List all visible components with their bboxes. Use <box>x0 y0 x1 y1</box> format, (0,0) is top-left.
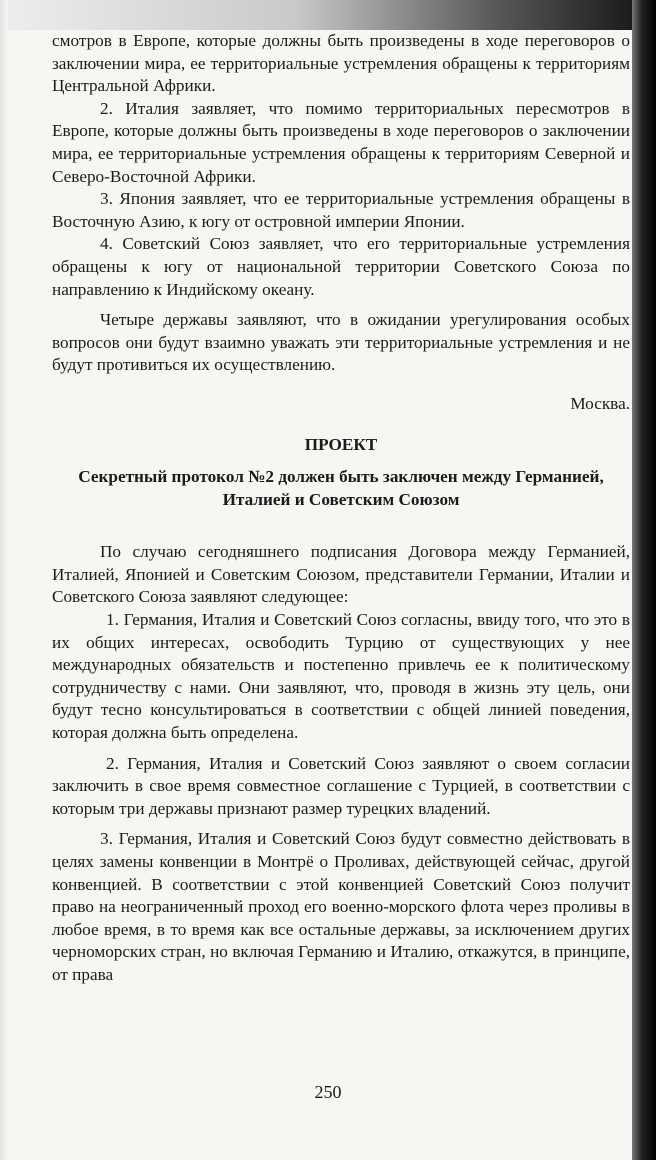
document-page <box>52 30 630 987</box>
protocol-item-2: 2. Германия, Италия и Советский Союз заявляют о своем согласии заключить в свое время совместное соглашение с Турцией, в соответствии с которым три державы признают размер турецких владений. <box>52 753 630 818</box>
protocol-item-1: 1. Германия, Италия и Советский Союз согласны, ввиду того, что это в их общих интересах, освободить Турцию от существующих у нее международных обязательств и постепенно привлечь ее к политическому сотрудничеству с нами. Они заявляют, что, проводя в жизнь эту цель, они будут тесно консультироваться в соответствии с общей линией поведения, которая должна быть определена. <box>52 610 630 743</box>
paragraph-4: 4. Советский Союз заявляет, что его территориальные устремления обращены к югу от национальной территории Советского Союза по направлению к Индийскому океану. <box>52 234 630 299</box>
scan-top-shadow <box>0 0 656 30</box>
scan-right-edge <box>632 0 656 1160</box>
section-heading: ПРОЕКТ <box>304 434 378 454</box>
protocol-title: Секретный протокол №2 должен быть заключен между Германией, Италией и Советским Союзом <box>78 467 604 509</box>
city-signature: Москва. <box>570 393 630 413</box>
paragraph-5: Четыре державы заявляют, что в ожидании урегулирования особых вопросов они будут взаимно уважать эти территориальные устремления и не будут противиться их осуществлению. <box>52 310 630 375</box>
paragraph-2: 2. Италия заявляет, что помимо территориальных пересмотров в Европе, которые должны быть произведены в ходе переговоров о заключении мира, ее территориальные устремления обращены к территориям Северной и Северо-Восточной Африки. <box>52 98 630 186</box>
protocol-item-3: 3. Германия, Италия и Советский Союз будут совместно действовать в целях замены конвенции в Монтрё о Проливах, действующей сейчас, другой конвенцией. В соответствии с этой конвенцией Советский Союз получит право на неограниченный проход его военно-морского флота через проливы в любое время, в то время как все остальные державы, за исключением других черноморских стран, но включая Германию и Италию, откажутся, в принципе, от права <box>52 829 630 984</box>
protocol-intro: По случаю сегодняшнего подписания Договора между Германией, Италией, Японией и Советским Союзом, представители Германии, Италии и Советского Союза заявляют следующее: <box>52 542 630 607</box>
paragraph-1: смотров в Европе, которые должны быть произведены в ходе переговоров о заключении мира, ее территориальные устремления обращены к территориям Центральной Африки. <box>52 31 630 96</box>
paragraph-3: 3. Япония заявляет, что ее территориальные устремления обращены в Восточную Азию, к югу от островной империи Японии. <box>52 189 630 231</box>
page-number: 250 <box>314 1082 342 1102</box>
scan-left-edge <box>0 0 8 1160</box>
